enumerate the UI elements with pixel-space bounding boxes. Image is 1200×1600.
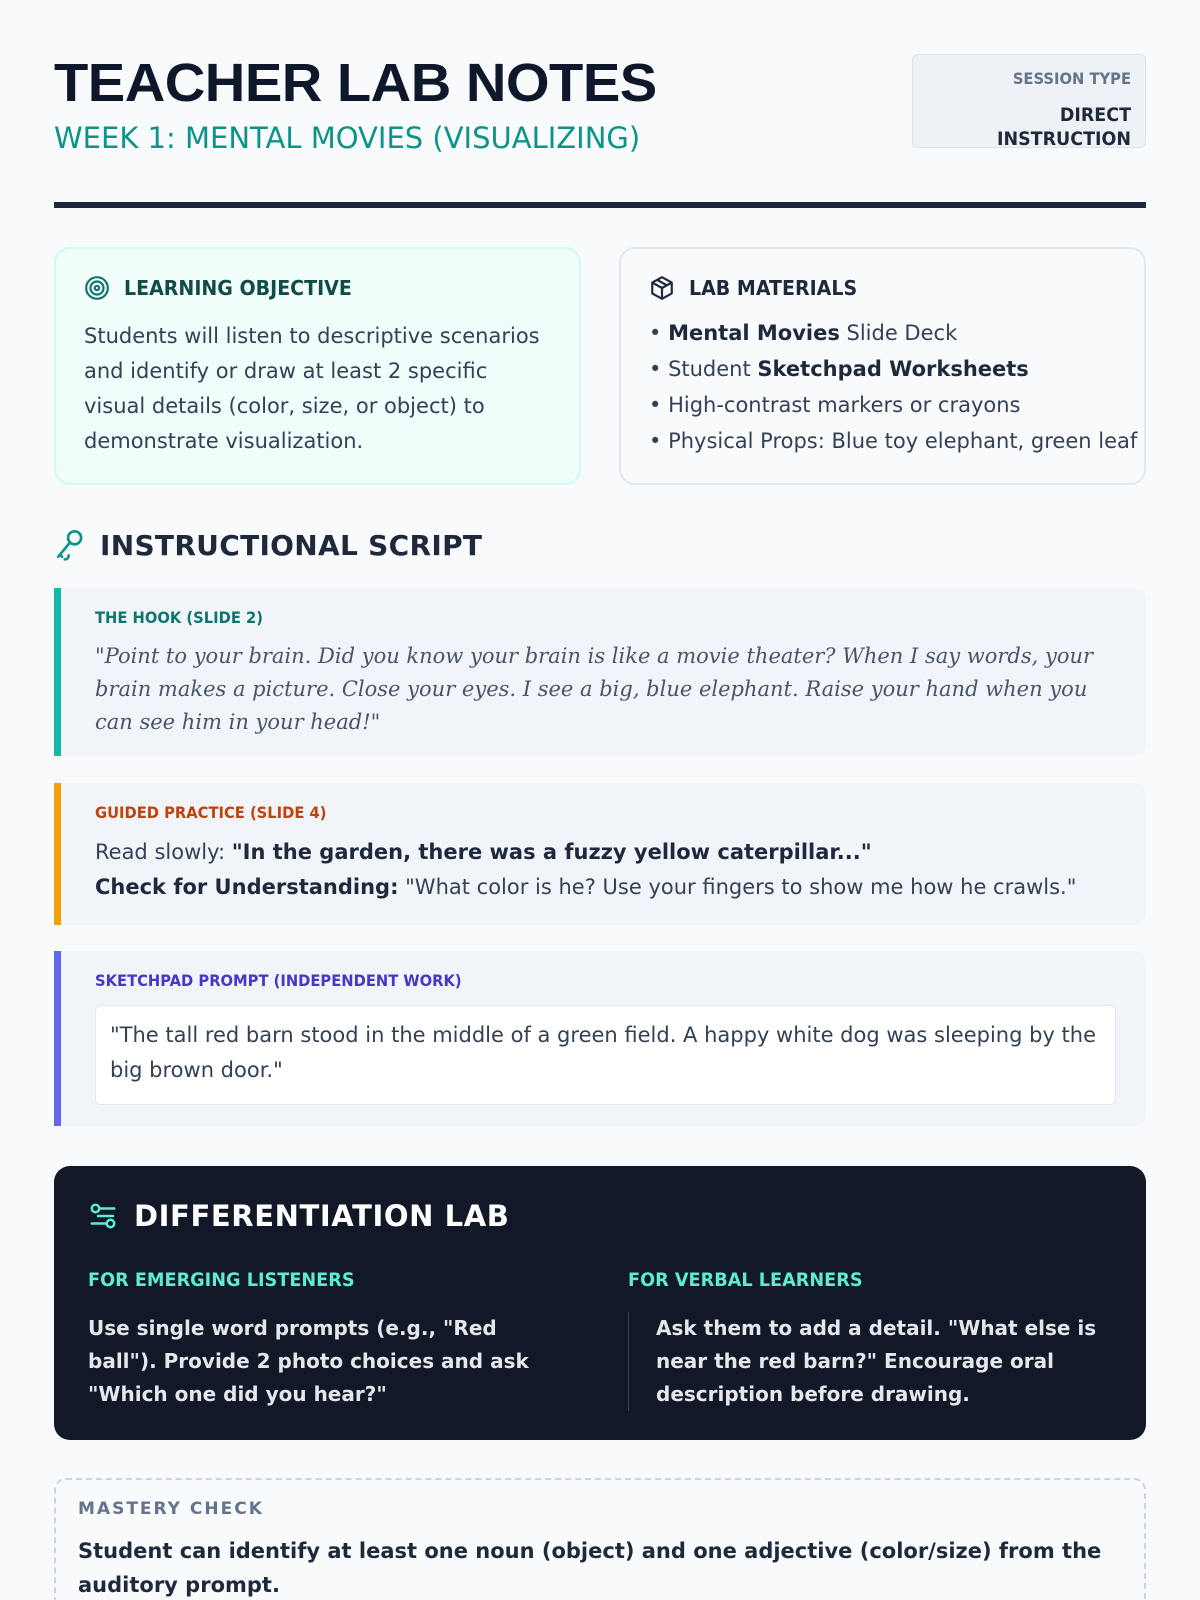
microphone-icon bbox=[54, 528, 86, 562]
lab-materials-header bbox=[649, 275, 1118, 301]
verbal-learners-label: FOR VERBAL LEARNERS bbox=[628, 1269, 863, 1291]
list-item: • High-contrast markers or crayons bbox=[649, 393, 1021, 417]
mastery-check-text: Student can identify at least one noun (object) and one adjective (color/size) from the auditory prompt. bbox=[78, 1539, 1102, 1597]
hook-label: THE HOOK (SLIDE 2) bbox=[95, 608, 263, 627]
emerging-listeners-text: Use single word prompts (e.g., "Red ball"). Provide 2 photo choices and ask "Which one did you hear?" bbox=[88, 1316, 529, 1406]
session-type-label: SESSION TYPE bbox=[1012, 69, 1131, 88]
check-understanding-line: Check for Understanding: "What color is he? Use your fingers to show me how he crawls." bbox=[95, 875, 1077, 899]
sketchpad-prompt-label: SKETCHPAD PROMPT (INDEPENDENT WORK) bbox=[95, 971, 462, 990]
overview-cards bbox=[54, 247, 1146, 485]
mastery-check-box bbox=[54, 1478, 1146, 1600]
list-item: • Physical Props: Blue toy elephant, green leaf bbox=[649, 429, 1138, 453]
differentiation-lab-header bbox=[88, 1198, 1112, 1234]
differentiation-lab-panel bbox=[54, 1166, 1146, 1440]
lab-materials-card bbox=[619, 247, 1146, 485]
session-type-badge bbox=[912, 54, 1146, 148]
guided-practice-label: GUIDED PRACTICE (SLIDE 4) bbox=[95, 803, 327, 822]
verbal-learners-column bbox=[628, 1268, 1108, 1411]
list-item: • Mental Movies Slide Deck bbox=[649, 321, 958, 345]
lab-materials-title: LAB MATERIALS bbox=[689, 276, 858, 300]
hook-block bbox=[54, 588, 1146, 756]
sliders-icon bbox=[88, 1201, 118, 1231]
guided-practice-block bbox=[54, 783, 1146, 925]
mastery-check-label: MASTERY CHECK bbox=[78, 1499, 264, 1519]
sketchpad-prompt-text: "The tall red barn stood in the middle of a green field. A happy white dog was sleeping by the big brown door." bbox=[95, 1005, 1116, 1105]
emerging-listeners-column bbox=[88, 1268, 568, 1411]
differentiation-lab-title: DIFFERENTIATION LAB bbox=[134, 1199, 510, 1233]
target-icon bbox=[84, 275, 110, 301]
learning-objective-title: LEARNING OBJECTIVE bbox=[124, 276, 352, 300]
session-type-value: DIRECT INSTRUCTION bbox=[996, 104, 1131, 150]
page-subtitle: WEEK 1: MENTAL MOVIES (VISUALIZING) bbox=[54, 121, 641, 155]
learning-objective-header bbox=[84, 275, 553, 301]
read-aloud-line: Read slowly: "In the garden, there was a fuzzy yellow caterpillar..." bbox=[95, 840, 872, 864]
instructional-script-title: INSTRUCTIONAL SCRIPT bbox=[100, 528, 483, 562]
verbal-learners-text: Ask them to add a detail. "What else is near the red barn?" Encourage oral description before drawing. bbox=[628, 1312, 1122, 1411]
materials-list bbox=[649, 315, 1138, 459]
learning-objective-text: Students will listen to descriptive scenarios and identify or draw at least 2 specific visual details (color, size, or object) to demonstrate visualization. bbox=[84, 324, 540, 453]
learning-objective-card bbox=[54, 247, 581, 485]
emerging-listeners-label: FOR EMERGING LISTENERS bbox=[88, 1269, 355, 1291]
list-item: • Student Sketchpad Worksheets bbox=[649, 357, 1029, 381]
instructional-script-heading bbox=[54, 528, 482, 562]
hook-quote: "Point to your brain. Did you know your brain is like a movie theater? When I say words, your brain makes a picture. Close your eyes. I see a big, blue elephant. Raise your hand when you can see him in your head!" bbox=[95, 644, 1094, 734]
cube-icon bbox=[649, 275, 675, 301]
sketchpad-prompt-block bbox=[54, 951, 1146, 1126]
header bbox=[54, 0, 1146, 208]
page-title: TEACHER LAB NOTES bbox=[54, 53, 657, 113]
